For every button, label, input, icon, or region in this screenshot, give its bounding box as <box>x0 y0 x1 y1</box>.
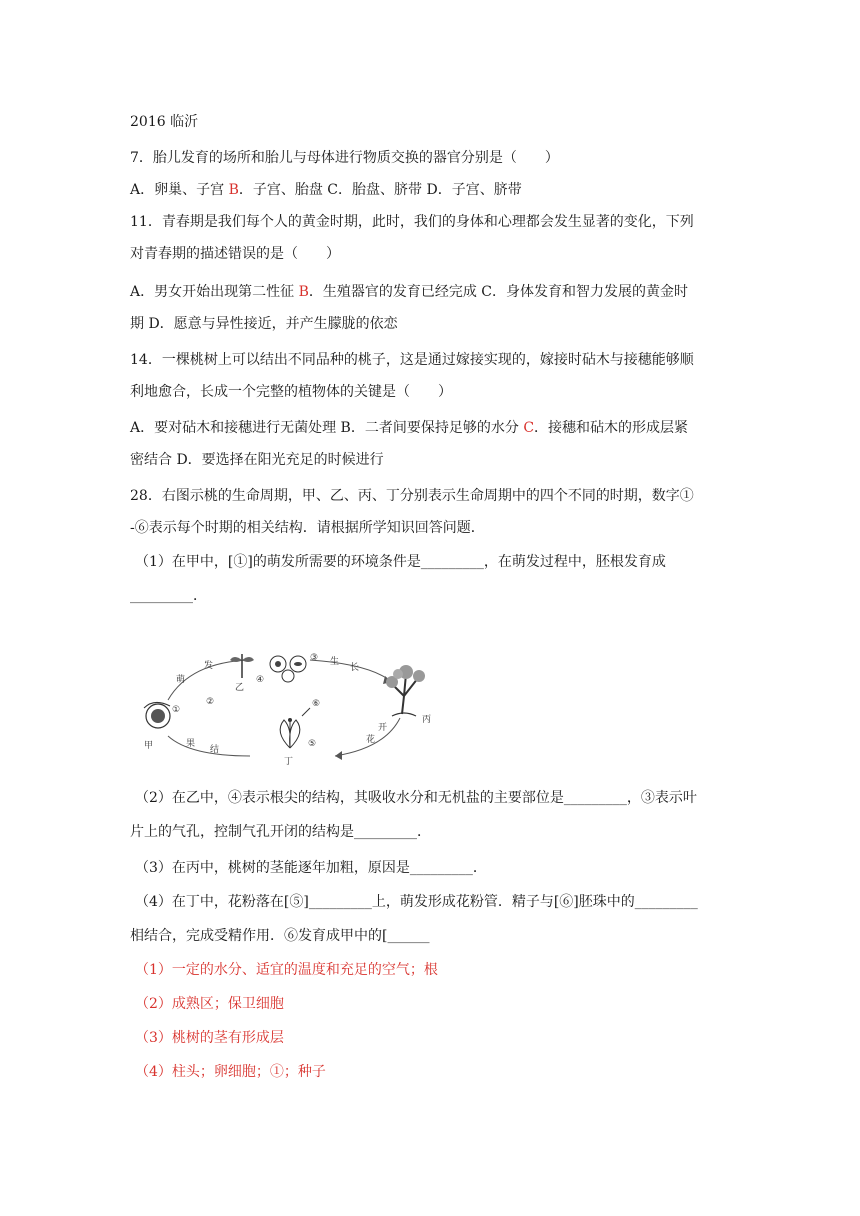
q28-stem-line2: -⑥表示每个时期的相关结构．请根据所学知识回答问题． <box>130 520 485 536</box>
flower-illustration <box>280 708 310 748</box>
label-n2: ② <box>206 697 215 707</box>
q14-options-line1 <box>130 418 688 438</box>
q7-option-a: A．卵巢、子宫 <box>130 182 229 198</box>
q28-part2-line2: 片上的气孔，控制气孔开闭的结构是_________． <box>130 824 431 840</box>
arrow-head-2 <box>335 751 342 760</box>
peach-life-cycle-figure <box>130 648 445 766</box>
answer-2: （2）成熟区；保卫细胞 <box>135 996 284 1012</box>
label-zhang: 长 <box>350 663 360 673</box>
q7-answer-letter: B <box>228 182 239 198</box>
label-jia: 甲 <box>144 741 154 751</box>
q7-stem: 7．胎儿发育的场所和胎儿与母体进行物质交换的器官分别是（ ） <box>130 150 559 166</box>
q14-answer-letter: C <box>523 420 535 436</box>
answer-1: （1）一定的水分、适宜的温度和充足的空气；根 <box>135 962 438 978</box>
label-kai: 开 <box>378 723 388 733</box>
label-n6: ⑥ <box>312 699 321 709</box>
q28-part4-line2: 相结合，完成受精作用．⑥发育成甲中的[______ <box>130 928 430 944</box>
seedling-illustration <box>230 654 306 682</box>
q28-part3: （3）在丙中，桃树的茎能逐年加粗，原因是_________． <box>135 860 487 876</box>
q28-part4-line1: （4）在丁中，花粉落在[⑤]_________上，萌发形成花粉管．精子与[⑥]胚珠中的_________ <box>135 894 698 910</box>
q28-stem-line1: 28．右图示桃的生命周期，甲、乙、丙、丁分别表示生命周期中的四个不同的时期，数字① <box>130 488 694 504</box>
q14-option-rest: ．接穗和砧木的形成层紧 <box>534 420 689 436</box>
q7-option-rest: ．子宫、胎盘 C．胎盘、脐带 D．子宫、脐带 <box>238 182 522 198</box>
label-bing: 丙 <box>422 715 432 725</box>
label-sheng: 生 <box>330 657 340 667</box>
label-meng: 萌 <box>176 675 186 685</box>
arc-fruiting <box>168 736 250 756</box>
label-jie: 结 <box>210 745 220 755</box>
q14-options-line2: 密结合 D．要选择在阳光充足的时候进行 <box>130 452 384 468</box>
label-yi: 乙 <box>235 683 245 693</box>
label-fa: 发 <box>204 661 214 671</box>
q28-part2-line1: （2）在乙中，④表示根尖的结构，其吸收水分和无机盐的主要部位是_________，③表示叶 <box>135 790 697 806</box>
label-n4: ④ <box>256 675 265 685</box>
q11-answer-letter: B <box>298 284 309 300</box>
life-cycle-diagram <box>130 648 445 766</box>
q11-options-line1 <box>130 282 688 302</box>
q11-options-line2: 期 D．愿意与异性接近，并产生朦胧的依恋 <box>130 316 398 332</box>
q28-part1-line1: （1）在甲中，[①]的萌发所需要的环境条件是_________，在萌发过程中，胚根发育成 <box>135 554 666 570</box>
q7-options <box>130 180 522 200</box>
q11-option-rest: ．生殖器官的发育已经完成 C．身体发育和智力发展的黄金时 <box>308 284 689 300</box>
answer-4: （4）柱头；卵细胞；①；种子 <box>135 1064 326 1080</box>
label-hua: 花 <box>366 735 376 745</box>
q14-stem-line1: 14．一棵桃树上可以结出不同品种的桃子，这是通过嫁接实现的，嫁接时砧木与接穗能够顺 <box>130 352 694 368</box>
label-n5: ⑤ <box>308 739 317 749</box>
q14-option-a: A．要对砧木和接穗进行无菌处理 B．二者间要保持足够的水分 <box>130 420 524 436</box>
tree-illustration <box>386 665 425 716</box>
label-guo: 果 <box>186 739 196 749</box>
label-n1: ① <box>172 705 181 715</box>
q11-stem-line2: 对青春期的描述错误的是（ ） <box>130 246 340 262</box>
source-header: 2016 临沂 <box>130 114 199 130</box>
q11-stem-line1: 11．青春期是我们每个人的黄金时期，此时，我们的身体和心理都会发生显著的变化，下列 <box>130 214 694 230</box>
q14-stem-line2: 利地愈合，长成一个完整的植物体的关键是（ ） <box>130 384 452 400</box>
label-ding: 丁 <box>284 757 294 766</box>
label-n3: ③ <box>310 653 319 663</box>
q11-option-a: A．男女开始出现第二性征 <box>130 284 299 300</box>
answer-3: （3）桃树的茎有形成层 <box>135 1030 284 1046</box>
q28-part1-line2: _________． <box>130 588 207 604</box>
seed-illustration <box>144 702 170 728</box>
